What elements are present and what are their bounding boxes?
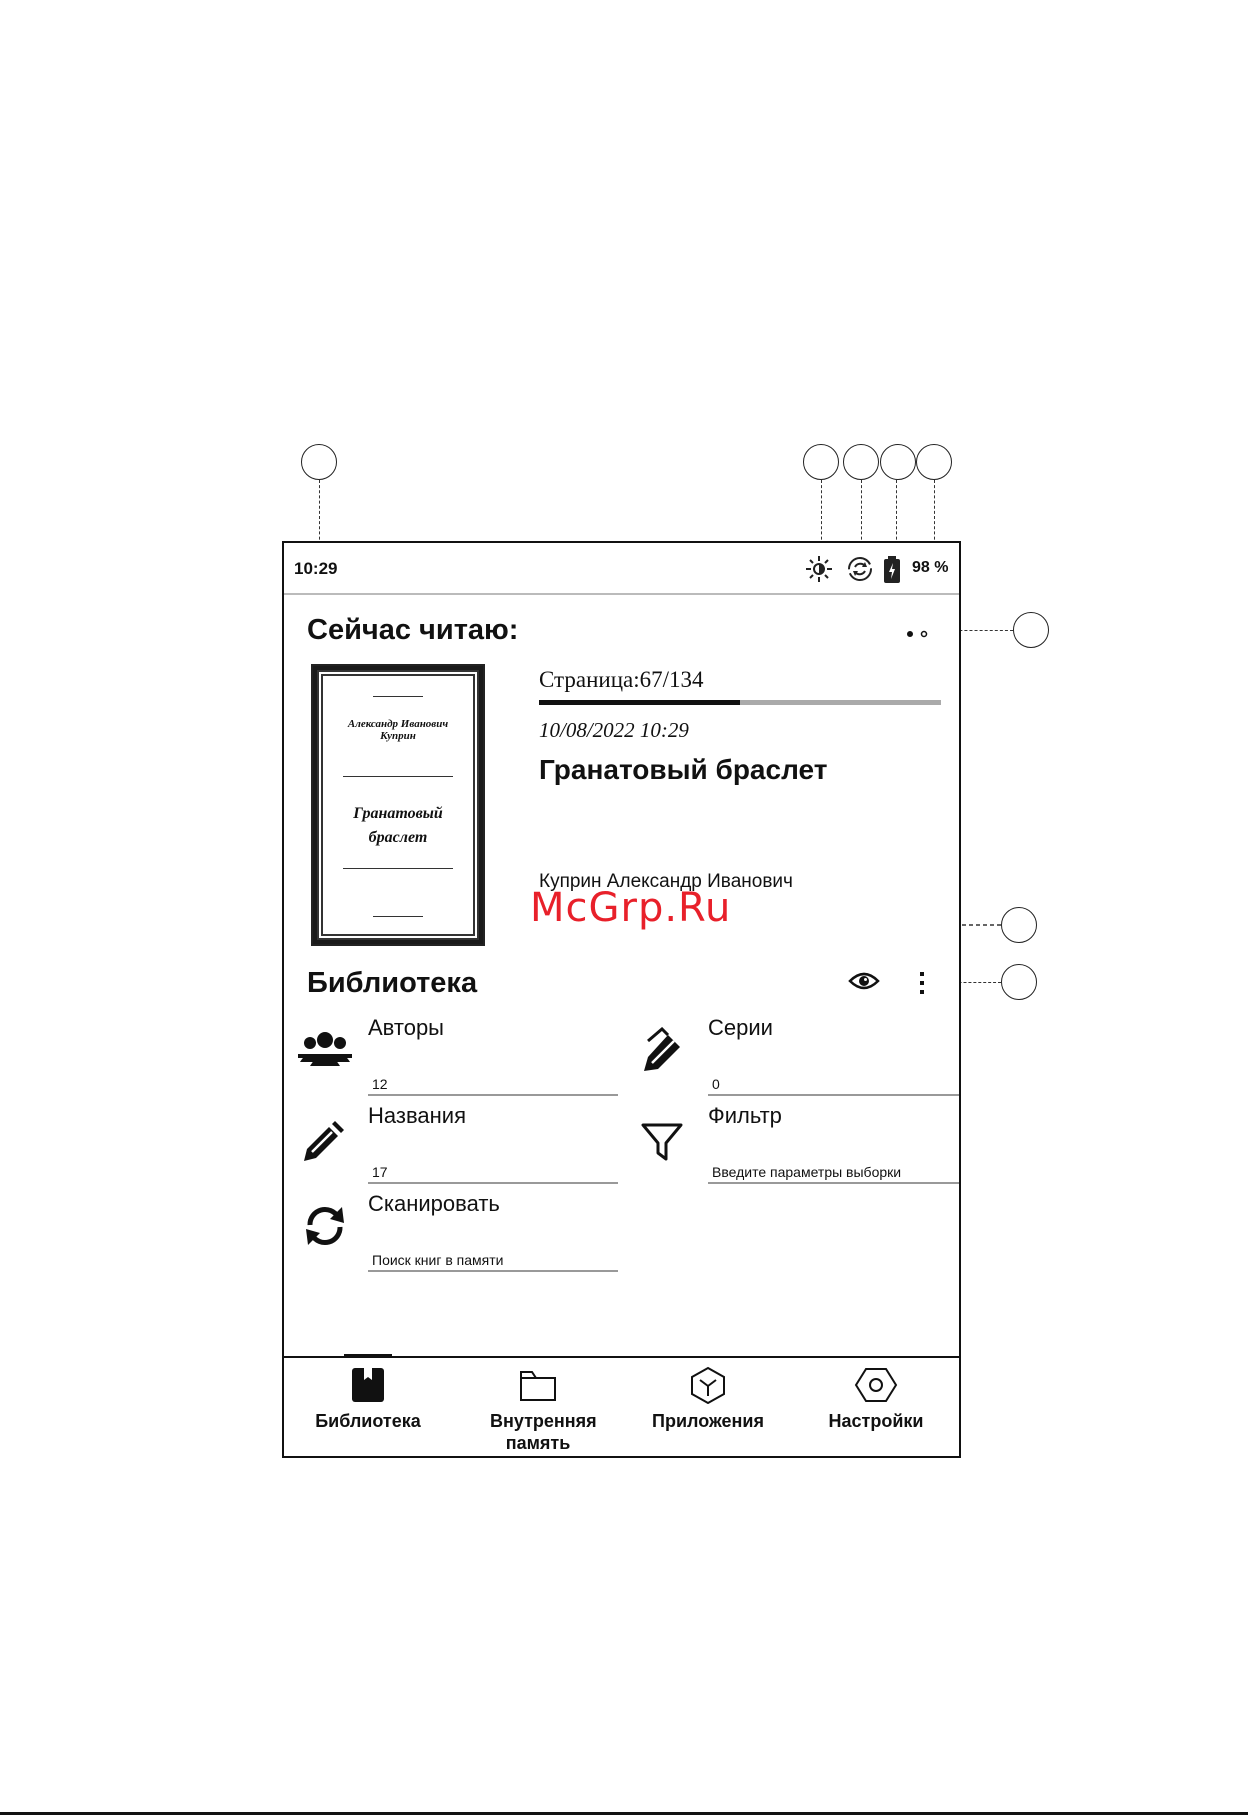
apps-icon	[688, 1366, 728, 1409]
cover-ornament-mid	[343, 776, 453, 777]
reading-progress-fill	[539, 700, 740, 705]
callout-sync	[843, 444, 879, 480]
tile-value-titles: 17	[368, 1162, 618, 1184]
device-screen	[282, 541, 961, 1458]
cover-ornament-bottom	[373, 916, 423, 917]
status-bar	[284, 543, 959, 595]
cover-author: Александр Иванович Куприн	[347, 718, 449, 742]
titles-icon	[300, 1119, 346, 1170]
callout-pager	[1013, 612, 1049, 648]
tile-label-titles: Названия	[368, 1103, 466, 1128]
callout-battery-percent	[916, 444, 952, 480]
book-title[interactable]: Гранатовый браслет	[539, 754, 828, 785]
cover-ornament-top	[373, 696, 423, 697]
battery-icon	[882, 555, 902, 590]
library-icon	[350, 1366, 386, 1409]
view-mode-eye-icon[interactable]	[848, 969, 880, 998]
pager-dots[interactable]	[906, 626, 930, 644]
reading-progress-bar	[539, 700, 941, 705]
now-reading-heading: Сейчас читаю:	[307, 614, 519, 646]
callout-frontlight	[803, 444, 839, 480]
tile-label-filter: Фильтр	[708, 1103, 782, 1128]
settings-icon	[854, 1366, 898, 1409]
book-author: Куприн Александр Иванович	[539, 871, 793, 892]
library-heading: Библиотека	[307, 967, 478, 999]
pager-dot-active	[907, 631, 913, 637]
frontlight-icon[interactable]	[805, 555, 833, 588]
tile-label-scan: Сканировать	[368, 1191, 500, 1216]
nav-label-apps: Приложения	[652, 1411, 764, 1431]
bottom-navigation	[284, 1356, 959, 1456]
nav-label-library: Библиотека	[315, 1411, 421, 1431]
tile-label-authors: Авторы	[368, 1015, 444, 1040]
tile-value-authors: 12	[368, 1074, 618, 1096]
nav-apps[interactable]	[624, 1358, 792, 1456]
nav-library[interactable]	[284, 1358, 452, 1456]
page-counter: Страница:67/134	[539, 667, 704, 692]
book-cover[interactable]	[311, 664, 485, 946]
folder-icon	[518, 1366, 558, 1409]
watermark: McGrp.Ru	[530, 885, 732, 931]
last-opened-datetime: 10/08/2022 10:29	[539, 718, 689, 742]
series-icon	[638, 1027, 684, 1082]
callout-menu	[1001, 964, 1037, 1000]
cover-ornament-low	[343, 868, 453, 869]
nav-label-internal-memory: Внутренняя память	[490, 1411, 597, 1453]
scan-icon	[302, 1203, 348, 1254]
tile-value-filter: Введите параметры выборки	[708, 1162, 959, 1184]
nav-settings[interactable]	[792, 1358, 960, 1456]
callout-view-mode	[1001, 907, 1037, 943]
tile-value-series: 0	[708, 1074, 959, 1096]
authors-icon	[298, 1030, 352, 1075]
callout-clock	[301, 444, 337, 480]
clock: 10:29	[294, 559, 338, 578]
battery-percent: 98 %	[912, 559, 949, 576]
nav-internal-memory[interactable]	[454, 1358, 622, 1456]
sync-icon[interactable]	[846, 555, 874, 588]
tile-label-series: Серии	[708, 1015, 773, 1040]
cover-title: Гранатовый браслет	[353, 805, 443, 846]
callout-battery	[880, 444, 916, 480]
nav-active-indicator	[344, 1354, 392, 1358]
tile-value-scan: Поиск книг в памяти	[368, 1250, 618, 1272]
filter-icon	[640, 1121, 684, 1168]
more-menu-icon[interactable]	[918, 971, 926, 1000]
pager-dot-inactive	[922, 632, 927, 637]
nav-label-settings: Настройки	[828, 1411, 924, 1431]
book-cover-page	[317, 670, 479, 940]
